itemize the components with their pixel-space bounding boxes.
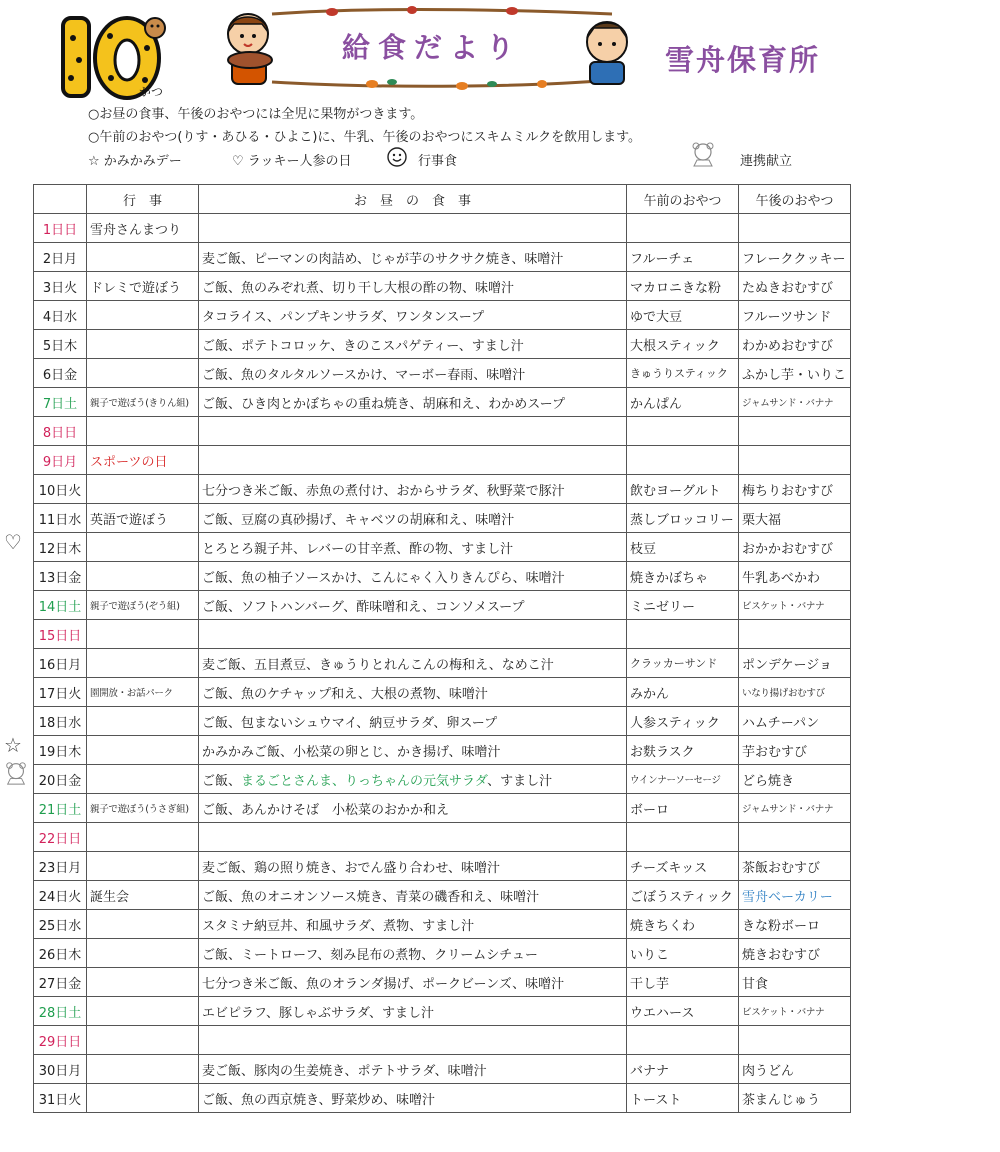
date-cell: 16日月	[34, 649, 87, 678]
date-cell: 13日金	[34, 562, 87, 591]
event-cell	[87, 562, 199, 591]
lunch-cell: 七分つき米ご飯、赤魚の煮付け、おからサラダ、秋野菜で豚汁	[199, 475, 627, 504]
menu-table	[33, 184, 851, 1113]
pm-snack-cell	[739, 214, 851, 243]
am-snack-cell: ごぼうスティック	[627, 881, 739, 910]
table-row	[34, 910, 851, 939]
pm-snack-cell	[739, 1026, 851, 1055]
event-cell	[87, 1055, 199, 1084]
table-row	[34, 852, 851, 881]
date-cell: 25日水	[34, 910, 87, 939]
table-row	[34, 272, 851, 301]
pm-snack-cell: ふかし芋・いりこ	[739, 359, 851, 388]
lunch-cell: ご飯、魚のオニオンソース焼き、青菜の磯香和え、味噌汁	[199, 881, 627, 910]
event-cell	[87, 968, 199, 997]
pm-snack-cell	[739, 823, 851, 852]
am-snack-cell	[627, 446, 739, 475]
lunch-cell: タコライス、パンプキンサラダ、ワンタンスープ	[199, 301, 627, 330]
date-cell: 26日木	[34, 939, 87, 968]
event-cell	[87, 475, 199, 504]
event-cell	[87, 359, 199, 388]
lunch-cell: ご飯、魚の西京焼き、野菜炒め、味噌汁	[199, 1084, 627, 1113]
am-snack-cell	[627, 417, 739, 446]
am-snack-cell: 焼きかぼちゃ	[627, 562, 739, 591]
lunch-cell	[199, 1026, 627, 1055]
table-row	[34, 1084, 851, 1113]
col-header-date	[34, 185, 87, 214]
event-cell	[87, 1084, 199, 1113]
legend-lucky-carrot: ♡ ラッキー人参の日	[232, 154, 352, 169]
table-row	[34, 649, 851, 678]
pm-snack-cell: きな粉ボーロ	[739, 910, 851, 939]
lunch-cell	[199, 765, 627, 794]
am-snack-cell: 干し芋	[627, 968, 739, 997]
am-snack-cell: 人参スティック	[627, 707, 739, 736]
legend-collab-menu: 連携献立	[740, 154, 793, 169]
lunch-cell: ご飯、包まないシュウマイ、納豆サラダ、卵スープ	[199, 707, 627, 736]
lunch-cell	[199, 214, 627, 243]
pm-snack-cell: ビスケット・バナナ	[739, 591, 851, 620]
pm-snack-cell: 栗大福	[739, 504, 851, 533]
pm-snack-cell: ジャムサンド・バナナ	[739, 388, 851, 417]
table-row	[34, 533, 851, 562]
table-row	[34, 678, 851, 707]
event-cell	[87, 301, 199, 330]
lunch-cell	[199, 446, 627, 475]
pm-snack-cell: おかかおむすび	[739, 533, 851, 562]
pm-snack-cell: 焼きおむすび	[739, 939, 851, 968]
lunch-text: ご飯、	[202, 773, 242, 789]
event-cell	[87, 417, 199, 446]
date-cell: 1日日	[34, 214, 87, 243]
collab-mascot-icon	[2, 760, 30, 790]
nursery-name: 雪舟保育所	[665, 43, 821, 77]
event-cell	[87, 649, 199, 678]
event-cell	[87, 707, 199, 736]
am-snack-cell: ミニゼリー	[627, 591, 739, 620]
pm-snack-cell: ビスケット・バナナ	[739, 997, 851, 1026]
am-snack-cell: いりこ	[627, 939, 739, 968]
pm-snack-cell: ポンデケージョ	[739, 649, 851, 678]
lunch-cell: 七分つき米ご飯、魚のオランダ揚げ、ポークビーンズ、味噌汁	[199, 968, 627, 997]
am-snack-cell: ボーロ	[627, 794, 739, 823]
table-row	[34, 823, 851, 852]
event-cell: スポーツの日	[87, 446, 199, 475]
table-row	[34, 301, 851, 330]
am-snack-cell: 枝豆	[627, 533, 739, 562]
date-cell: 6日金	[34, 359, 87, 388]
date-cell: 12日木	[34, 533, 87, 562]
date-cell: 29日日	[34, 1026, 87, 1055]
date-cell: 17日火	[34, 678, 87, 707]
event-cell: 英語で遊ぼう	[87, 504, 199, 533]
date-cell: 28日土	[34, 997, 87, 1026]
lunch-cell: ご飯、ミートローフ、刻み昆布の煮物、クリームシチュー	[199, 939, 627, 968]
pm-snack-cell: 肉うどん	[739, 1055, 851, 1084]
month-badge	[55, 8, 175, 100]
am-snack-cell: ウエハース	[627, 997, 739, 1026]
event-cell	[87, 910, 199, 939]
date-cell: 2日月	[34, 243, 87, 272]
table-row	[34, 359, 851, 388]
am-snack-cell: 焼きちくわ	[627, 910, 739, 939]
lunch-cell: スタミナ納豆丼、和風サラダ、煮物、すまし汁	[199, 910, 627, 939]
event-cell	[87, 852, 199, 881]
am-snack-cell: ウインナーソーセージ	[627, 765, 739, 794]
note-fruit: ○お昼の食事、午後のおやつには全児に果物がつきます。	[88, 107, 424, 122]
table-row	[34, 446, 851, 475]
lunch-cell: ご飯、魚のみぞれ煮、切り干し大根の酢の物、味噌汁	[199, 272, 627, 301]
pm-snack-cell	[739, 446, 851, 475]
event-cell	[87, 997, 199, 1026]
lunch-cell: エビピラフ、豚しゃぶサラダ、すまし汁	[199, 997, 627, 1026]
table-row	[34, 330, 851, 359]
lunch-cell: とろとろ親子丼、レバーの甘辛煮、酢の物、すまし汁	[199, 533, 627, 562]
lunch-cell: ご飯、豆腐の真砂揚げ、キャベツの胡麻和え、味噌汁	[199, 504, 627, 533]
pm-snack-cell: 茶まんじゅう	[739, 1084, 851, 1113]
am-snack-cell: みかん	[627, 678, 739, 707]
star-icon: ☆	[4, 733, 22, 757]
pm-snack-cell: たぬきおむすび	[739, 272, 851, 301]
event-cell	[87, 1026, 199, 1055]
pm-snack-cell: 茶飯おむすび	[739, 852, 851, 881]
table-row	[34, 620, 851, 649]
event-cell: ドレミで遊ぼう	[87, 272, 199, 301]
date-cell: 18日水	[34, 707, 87, 736]
event-cell	[87, 823, 199, 852]
pm-snack-cell: 牛乳あべかわ	[739, 562, 851, 591]
pm-snack-cell: どら焼き	[739, 765, 851, 794]
lunch-cell: かみかみご飯、小松菜の卵とじ、かき揚げ、味噌汁	[199, 736, 627, 765]
event-cell	[87, 620, 199, 649]
date-cell: 31日火	[34, 1084, 87, 1113]
am-snack-cell: バナナ	[627, 1055, 739, 1084]
am-snack-cell: チーズキッス	[627, 852, 739, 881]
am-snack-cell: マカロニきな粉	[627, 272, 739, 301]
table-row	[34, 214, 851, 243]
lunch-cell: 麦ご飯、鶏の照り焼き、おでん盛り合わせ、味噌汁	[199, 852, 627, 881]
col-header-lunch: お 昼 の 食 事	[199, 185, 627, 214]
date-cell: 5日木	[34, 330, 87, 359]
lunch-cell: ご飯、魚のケチャップ和え、大根の煮物、味噌汁	[199, 678, 627, 707]
date-cell: 9日月	[34, 446, 87, 475]
date-cell: 10日火	[34, 475, 87, 504]
date-cell: 21日土	[34, 794, 87, 823]
pm-snack-cell: いなり揚げおむすび	[739, 678, 851, 707]
col-header-pm-snack: 午後のおやつ	[739, 185, 851, 214]
date-cell: 4日水	[34, 301, 87, 330]
date-cell: 14日土	[34, 591, 87, 620]
table-row	[34, 562, 851, 591]
am-snack-cell: 大根スティック	[627, 330, 739, 359]
am-snack-cell: ゆで大豆	[627, 301, 739, 330]
pm-snack-cell: わかめおむすび	[739, 330, 851, 359]
lunch-text: 、すまし汁	[487, 773, 553, 789]
am-snack-cell: お麩ラスク	[627, 736, 739, 765]
am-snack-cell: かんぱん	[627, 388, 739, 417]
am-snack-cell: 蒸しブロッコリー	[627, 504, 739, 533]
newsletter-title: 給食だより	[341, 31, 522, 64]
event-cell: 親子で遊ぼう(きりん組)	[87, 388, 199, 417]
table-row	[34, 939, 851, 968]
event-cell: 親子で遊ぼう(うさぎ組)	[87, 794, 199, 823]
lunch-cell: ご飯、魚の柚子ソースかけ、こんにゃく入りきんぴら、味噌汁	[199, 562, 627, 591]
col-header-am-snack: 午前のおやつ	[627, 185, 739, 214]
lunch-cell	[199, 823, 627, 852]
pm-snack-cell: 梅ちりおむすび	[739, 475, 851, 504]
event-cell	[87, 736, 199, 765]
table-row	[34, 997, 851, 1026]
table-row	[34, 243, 851, 272]
lunch-cell: ご飯、ソフトハンバーグ、酢味噌和え、コンソメスープ	[199, 591, 627, 620]
pm-snack-cell: ジャムサンド・バナナ	[739, 794, 851, 823]
lunch-cell	[199, 620, 627, 649]
event-cell	[87, 939, 199, 968]
pm-snack-cell: 芋おむすび	[739, 736, 851, 765]
am-snack-cell	[627, 823, 739, 852]
pm-snack-cell	[739, 620, 851, 649]
legend-event-meal: 行事食	[418, 154, 458, 169]
col-header-event: 行 事	[87, 185, 199, 214]
date-cell: 11日水	[34, 504, 87, 533]
am-snack-cell	[627, 620, 739, 649]
table-row	[34, 881, 851, 910]
date-cell: 30日月	[34, 1055, 87, 1084]
collab-dish-text: まるごとさんま、りっちゃんの元気サラダ	[241, 773, 488, 789]
pm-snack-cell: フレーククッキー	[739, 243, 851, 272]
table-row	[34, 736, 851, 765]
lunch-cell: ご飯、ポテトコロッケ、きのこスパゲティー、すまし汁	[199, 330, 627, 359]
date-cell: 27日金	[34, 968, 87, 997]
smiley-icon	[386, 146, 408, 172]
date-cell: 15日日	[34, 620, 87, 649]
heart-icon: ♡	[4, 530, 22, 554]
date-cell: 3日火	[34, 272, 87, 301]
date-cell: 24日火	[34, 881, 87, 910]
lunch-cell: 麦ご飯、ピーマンの肉詰め、じゃが芋のサクサク焼き、味噌汁	[199, 243, 627, 272]
am-snack-cell: 飲むヨーグルト	[627, 475, 739, 504]
note-milk: ○午前のおやつ(りす・あひる・ひよこ)に、牛乳、午後のおやつにスキムミルクを飲用します。	[88, 130, 642, 145]
am-snack-cell: フルーチェ	[627, 243, 739, 272]
table-row	[34, 794, 851, 823]
table-row	[34, 968, 851, 997]
date-cell: 22日日	[34, 823, 87, 852]
pm-snack-cell: 甘食	[739, 968, 851, 997]
am-snack-cell: クラッカーサンド	[627, 649, 739, 678]
date-cell: 20日金	[34, 765, 87, 794]
event-cell: 園開放・お話パーク	[87, 678, 199, 707]
lunch-cell: ご飯、魚のタルタルソースかけ、マーボー春雨、味噌汁	[199, 359, 627, 388]
date-cell: 19日木	[34, 736, 87, 765]
table-row	[34, 504, 851, 533]
table-row	[34, 1055, 851, 1084]
month-suffix: がつ	[139, 85, 164, 99]
am-snack-cell	[627, 1026, 739, 1055]
date-cell: 8日日	[34, 417, 87, 446]
event-cell: 雪舟さんまつり	[87, 214, 199, 243]
collab-mascot-icon	[688, 140, 718, 172]
table-row	[34, 707, 851, 736]
legend-kamikami: ☆ かみかみデー	[88, 154, 182, 169]
pm-snack-cell: ハムチーパン	[739, 707, 851, 736]
event-cell	[87, 330, 199, 359]
date-cell: 7日土	[34, 388, 87, 417]
pm-snack-cell	[739, 417, 851, 446]
table-row	[34, 388, 851, 417]
lunch-cell: 麦ご飯、豚肉の生姜焼き、ポテトサラダ、味噌汁	[199, 1055, 627, 1084]
lunch-cell: ご飯、あんかけそば 小松菜のおかか和え	[199, 794, 627, 823]
event-cell: 親子で遊ぼう(ぞう組)	[87, 591, 199, 620]
table-row	[34, 765, 851, 794]
event-cell	[87, 533, 199, 562]
table-row	[34, 417, 851, 446]
table-header-row	[34, 185, 851, 214]
table-row	[34, 475, 851, 504]
am-snack-cell	[627, 214, 739, 243]
date-cell: 23日月	[34, 852, 87, 881]
am-snack-cell: きゅうりスティック	[627, 359, 739, 388]
event-cell	[87, 765, 199, 794]
table-row	[34, 1026, 851, 1055]
am-snack-cell: トースト	[627, 1084, 739, 1113]
event-cell	[87, 243, 199, 272]
lunch-cell: ご飯、ひき肉とかぼちゃの重ね焼き、胡麻和え、わかめスープ	[199, 388, 627, 417]
lunch-cell	[199, 417, 627, 446]
lunch-cell: 麦ご飯、五目煮豆、きゅうりとれんこんの梅和え、なめこ汁	[199, 649, 627, 678]
table-row	[34, 591, 851, 620]
event-cell: 誕生会	[87, 881, 199, 910]
pm-snack-cell: フルーツサンド	[739, 301, 851, 330]
pm-snack-cell: 雪舟ベーカリー	[739, 881, 851, 910]
